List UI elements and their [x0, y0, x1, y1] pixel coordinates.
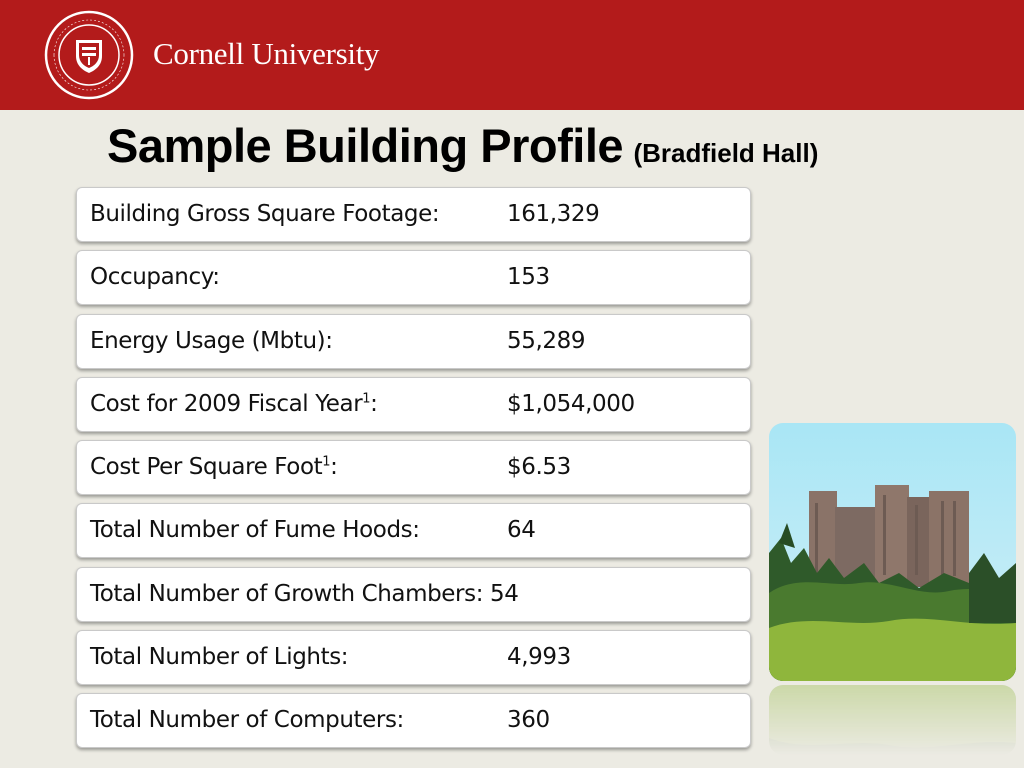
- university-seal-logo: [44, 10, 134, 100]
- profile-row-gross-square-footage: [76, 187, 751, 242]
- row-label: [90, 454, 338, 480]
- row-value: 153: [507, 264, 550, 291]
- row-label-text: Cost Per Square Foot: [90, 454, 323, 481]
- row-label-text: Total Number of Growth Chambers:: [90, 580, 484, 607]
- profile-row-computers: [76, 693, 751, 748]
- row-value: $1,054,000: [507, 390, 635, 417]
- row-label: Total Number of Fume Hoods:: [90, 517, 420, 544]
- profile-row-fume-hoods: [76, 503, 751, 558]
- row-value: $6.53: [507, 454, 571, 481]
- row-label: [90, 581, 518, 607]
- row-value: 360: [507, 707, 550, 734]
- building-photo-reflection: [769, 685, 1016, 755]
- header-bar: [0, 0, 1024, 110]
- row-label: Total Number of Lights:: [90, 644, 349, 671]
- footnote-marker: 1: [362, 391, 371, 407]
- slide-title: [107, 118, 818, 173]
- profile-row-cost-per-square-foot: [76, 440, 751, 495]
- row-value: 161,329: [507, 201, 600, 227]
- row-label: [90, 391, 378, 417]
- profile-row-energy-usage: [76, 314, 751, 369]
- row-value: 64: [507, 517, 536, 544]
- row-label: Total Number of Computers:: [90, 707, 404, 734]
- profile-row-occupancy: [76, 250, 751, 305]
- title-subtitle: (Bradfield Hall): [633, 138, 819, 168]
- row-label: Occupancy:: [90, 264, 220, 291]
- profile-row-cost-fiscal-year: [76, 377, 751, 432]
- row-label-suffix: :: [370, 390, 378, 417]
- row-label: Energy Usage (Mbtu):: [90, 327, 333, 354]
- row-label-suffix: :: [330, 454, 338, 481]
- row-value: 4,993: [507, 644, 571, 671]
- university-name: Cornell University: [153, 36, 380, 71]
- building-photo-frame: [769, 423, 1016, 753]
- row-label-text: Cost for 2009 Fiscal Year: [90, 390, 363, 417]
- row-label: Building Gross Square Footage:: [90, 201, 440, 227]
- row-value: 55,289: [507, 327, 586, 354]
- building-photo: [769, 423, 1016, 681]
- profile-row-growth-chambers: [76, 567, 751, 622]
- profile-row-lights: [76, 630, 751, 685]
- row-value: 54: [489, 580, 519, 607]
- title-main: Sample Building Profile: [107, 119, 624, 172]
- footnote-marker: 1: [322, 454, 331, 470]
- building-profile-list: [76, 187, 751, 757]
